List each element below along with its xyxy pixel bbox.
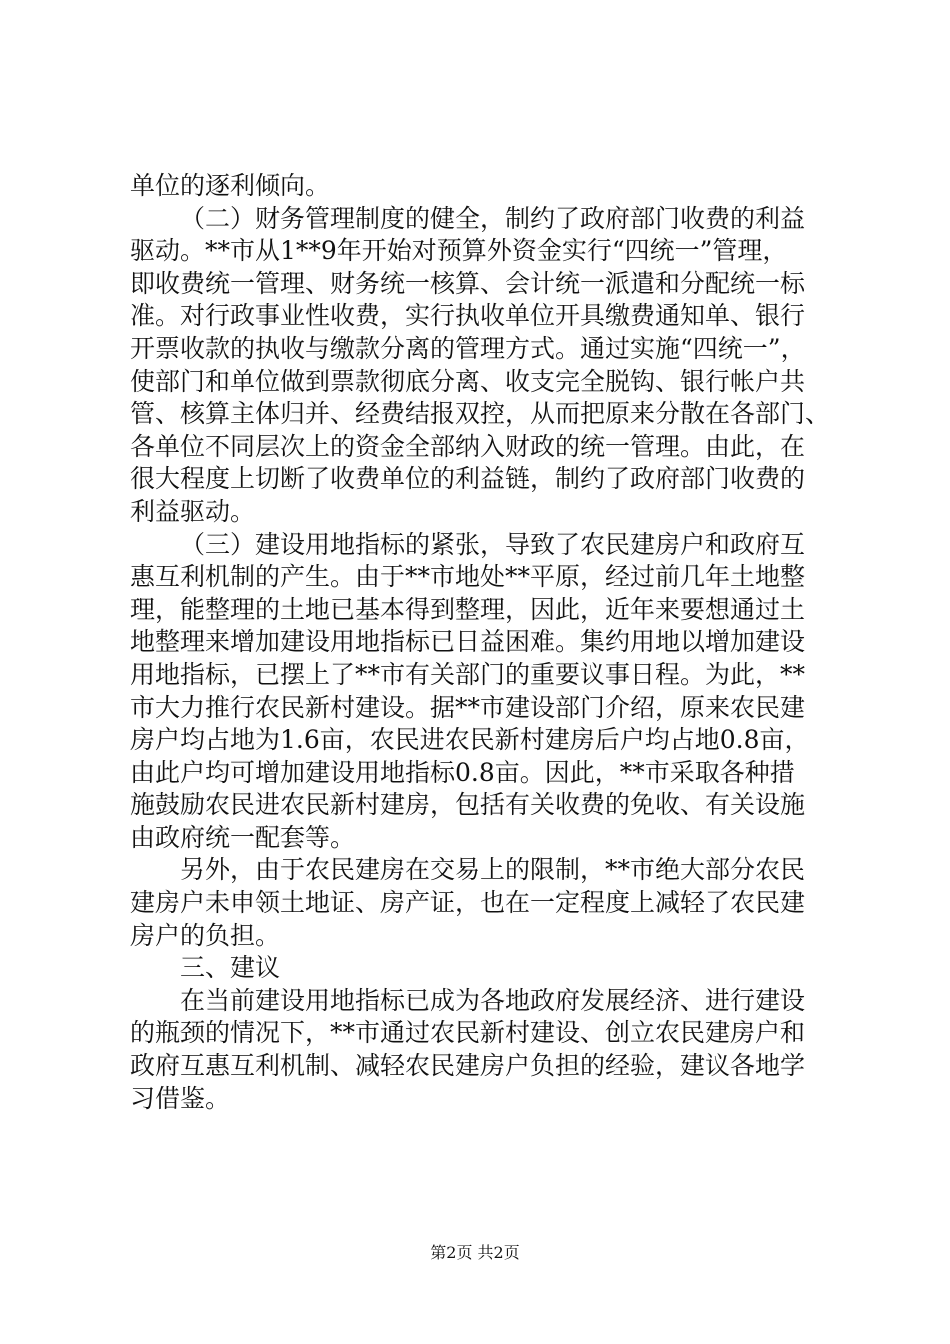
- text-line: 在当前建设用地指标已成为各地政府发展经济、进行建设: [180, 985, 806, 1015]
- text-line: 很大程度上切断了收费单位的利益链，制约了政府部门收费的: [130, 464, 806, 494]
- text-line: 施鼓励农民进农民新村建房，包括有关收费的免收、有关设施: [130, 790, 806, 820]
- text-line: 由政府统一配套等。: [130, 822, 356, 852]
- text-line: 政府互惠互利机制、减轻农民建房户负担的经验，建议各地学: [130, 1051, 806, 1081]
- text-line: 惠互利机制的产生。由于**市地处**平原，经过前几年土地整: [130, 562, 806, 592]
- text-line: 市大力推行农民新村建设。据**市建设部门介绍，原来农民建: [130, 692, 806, 722]
- text-line: （二）财务管理制度的健全，制约了政府部门收费的利益: [180, 203, 806, 233]
- text-line: 由此户均可增加建设用地指标0.8亩。因此，**市采取各种措: [130, 757, 795, 787]
- text-line: 建房户未申领土地证、房产证，也在一定程度上减轻了农民建: [130, 888, 806, 918]
- text-line: 驱动。**市从1**9年开始对预算外资金实行“四统一”管理，: [130, 236, 788, 266]
- text-line: 各单位不同层次上的资金全部纳入财政的统一管理。由此，在: [130, 431, 806, 461]
- text-line: 开票收款的执收与缴款分离的管理方式。通过实施“四统一”，: [130, 333, 806, 363]
- page-footer: [0, 1243, 950, 1263]
- text-line: 即收费统一管理、财务统一核算、会计统一派遣和分配统一标: [130, 268, 806, 298]
- body-text: [130, 170, 830, 1115]
- section-heading: 三、建议: [180, 953, 281, 983]
- text-line: 准。对行政事业性收费，实行执收单位开具缴费通知单、银行: [130, 301, 806, 331]
- text-line: 利益驱动。: [130, 496, 256, 526]
- text-line: 地整理来增加建设用地指标已日益困难。集约用地以增加建设: [130, 627, 806, 657]
- text-line: （三）建设用地指标的紧张，导致了农民建房户和政府互: [180, 529, 806, 559]
- text-line: 房户均占地为1.6亩，农民进农民新村建房后户均占地0.8亩，: [130, 725, 810, 755]
- text-line: 单位的逐利倾向。: [130, 171, 331, 200]
- text-line: 使部门和单位做到票款彻底分离、收支完全脱钩、银行帐户共: [130, 366, 806, 396]
- text-line: 用地指标，已摆上了**市有关部门的重要议事日程。为此，**: [130, 659, 806, 689]
- text-line: 习借鉴。: [130, 1083, 231, 1113]
- text-line: 房户的负担。: [130, 920, 281, 950]
- text-line: 另外，由于农民建房在交易上的限制，**市绝大部分农民: [180, 855, 806, 885]
- text-line: 理，能整理的土地已基本得到整理，因此，近年来要想通过土: [130, 594, 806, 624]
- text-line: 管、核算主体归并、经费结报双控，从而把原来分散在各部门、: [130, 399, 831, 429]
- page-number-label: 第2页 共2页: [430, 1243, 520, 1262]
- text-line: 的瓶颈的情况下，**市通过农民新村建设、创立农民建房户和: [130, 1018, 806, 1048]
